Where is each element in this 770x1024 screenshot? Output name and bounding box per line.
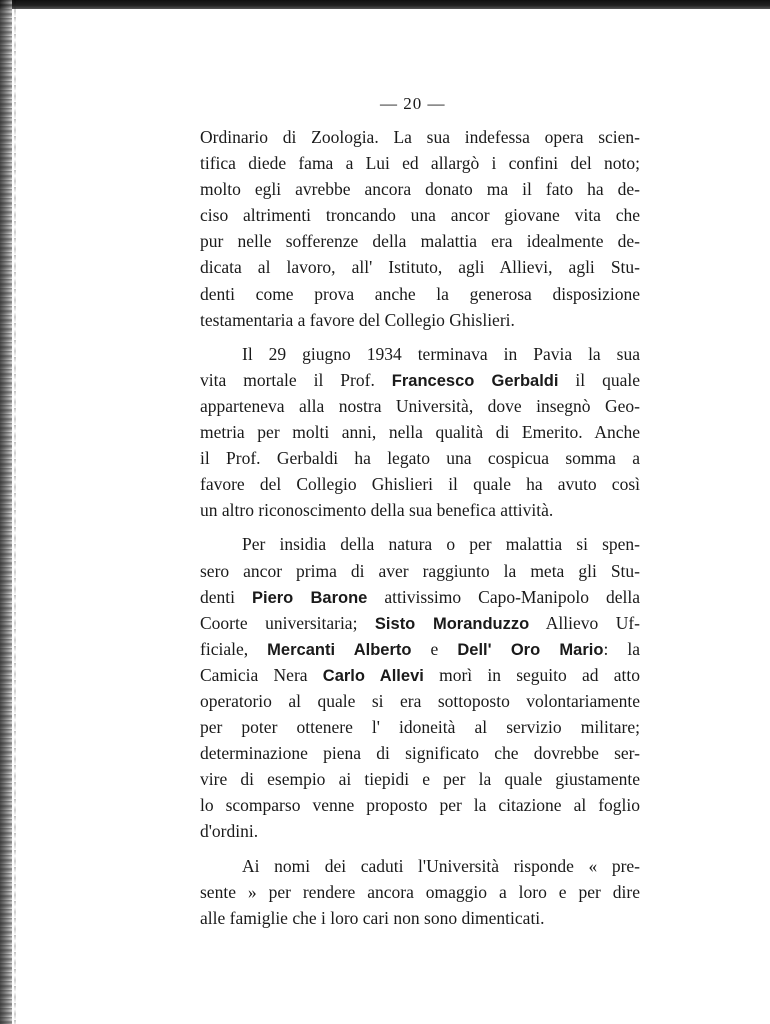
text-line	[200, 341, 640, 367]
text-line	[200, 766, 640, 792]
paragraph	[200, 853, 640, 931]
text-run: testamentaria a favore del Collegio Ghislieri.	[200, 309, 515, 330]
paragraph	[200, 124, 640, 333]
text-run: ficiale,	[200, 638, 268, 659]
text-run: operatorio al quale si era sottoposto volontariamente	[200, 690, 640, 711]
text-run: tifica diede fama a Lui ed allargò i confini del noto;	[200, 153, 640, 174]
text-line	[200, 610, 640, 636]
text-line	[200, 150, 640, 176]
text-run: d'ordini.	[200, 821, 259, 842]
text-line	[200, 471, 640, 497]
text-run: Ai nomi dei caduti l'Università risponde « pre-	[242, 855, 640, 876]
text-line	[200, 740, 640, 766]
scan-top-edge	[0, 0, 770, 9]
text-run: il quale	[558, 369, 641, 390]
text-line	[200, 879, 640, 905]
text-run: vita mortale il Prof.	[200, 369, 392, 390]
text-run: molto egli avrebbe ancora donato ma il fato ha de-	[200, 179, 640, 200]
text-run: ciso altrimenti troncando una ancor giovane vita che	[200, 205, 640, 226]
text-run: Coorte universitaria;	[200, 612, 375, 633]
text-run: Camicia Nera	[200, 664, 323, 685]
text-line	[200, 228, 640, 254]
text-line	[200, 792, 640, 818]
text-line	[200, 419, 640, 445]
text-run: Per insidia della natura o per malattia si spen-	[242, 534, 640, 555]
text-line	[200, 688, 640, 714]
text-line	[200, 445, 640, 471]
text-line	[200, 176, 640, 202]
scan-left-edge	[0, 0, 12, 1024]
person-name: Sisto Moranduzzo	[374, 614, 530, 633]
text-run: vire di esempio ai tiepidi e per la quale giustamente	[200, 769, 640, 790]
text-run: un altro riconoscimento della sua benefica attività.	[200, 500, 554, 521]
text-run: e	[411, 638, 458, 659]
page-number: — 20 —	[380, 94, 446, 113]
text-line	[200, 393, 640, 419]
text-line	[200, 367, 640, 393]
person-name: Mercanti Alberto	[267, 640, 412, 659]
text-run: dicata al lavoro, all' Istituto, agli Allievi, agli Stu-	[200, 257, 640, 278]
text-run: il Prof. Gerbaldi ha legato una cospicua somma a	[200, 448, 640, 469]
text-run: pur nelle sofferenze della malattia era idealmente de-	[200, 231, 640, 252]
text-run: attivissimo Capo-Manipolo della	[367, 586, 641, 607]
text-run: determinazione piena di significato che dovrebbe ser-	[200, 743, 640, 764]
body-text	[200, 124, 640, 931]
person-name: Francesco Gerbaldi	[391, 371, 559, 390]
text-line	[200, 905, 640, 931]
text-run: Il 29 giugno 1934 terminava in Pavia la sua	[242, 343, 640, 364]
text-run: Allievo Uf-	[529, 612, 640, 633]
text-line	[200, 497, 640, 523]
text-run: per poter ottenere l' idoneità al servizio militare;	[200, 717, 640, 738]
paragraph-gap	[200, 523, 640, 531]
text-run: : la	[603, 638, 640, 659]
person-name: Dell' Oro Mario	[457, 640, 604, 659]
scan-left-shadow	[14, 0, 16, 1024]
person-name: Piero Barone	[252, 588, 368, 607]
text-line	[200, 714, 640, 740]
paragraph	[200, 531, 640, 844]
text-line	[200, 281, 640, 307]
text-line	[200, 558, 640, 584]
text-line	[200, 584, 640, 610]
text-run: metria per molti anni, nella qualità di Emerito. Anche	[200, 422, 640, 443]
text-line	[200, 662, 640, 688]
text-line	[200, 307, 640, 333]
text-run: sero ancor prima di aver raggiunto la meta gli Stu-	[200, 560, 640, 581]
text-line	[200, 254, 640, 280]
text-run: alle famiglie che i loro cari non sono dimenticati.	[200, 907, 545, 928]
text-line	[200, 202, 640, 228]
text-run: denti come prova anche la generosa disposizione	[200, 283, 640, 304]
text-line	[200, 818, 640, 844]
text-line	[200, 853, 640, 879]
paragraph-gap	[200, 845, 640, 853]
text-line	[200, 636, 640, 662]
text-run: apparteneva alla nostra Università, dove insegnò Geo-	[200, 395, 640, 416]
text-run: favore del Collegio Ghislieri il quale ha avuto così	[200, 474, 640, 495]
text-run: Ordinario di Zoologia. La sua indefessa opera scien-	[200, 127, 640, 147]
text-run: lo scomparso venne proposto per la citazione al foglio	[200, 795, 640, 816]
text-run: sente » per rendere ancora omaggio a loro e per dire	[200, 881, 640, 902]
text-run: morì in seguito ad atto	[423, 664, 641, 685]
paragraph	[200, 341, 640, 524]
text-line	[200, 124, 640, 150]
text-line	[200, 531, 640, 557]
text-run: denti	[200, 586, 252, 607]
paragraph-gap	[200, 333, 640, 341]
person-name: Carlo Allevi	[322, 666, 424, 685]
